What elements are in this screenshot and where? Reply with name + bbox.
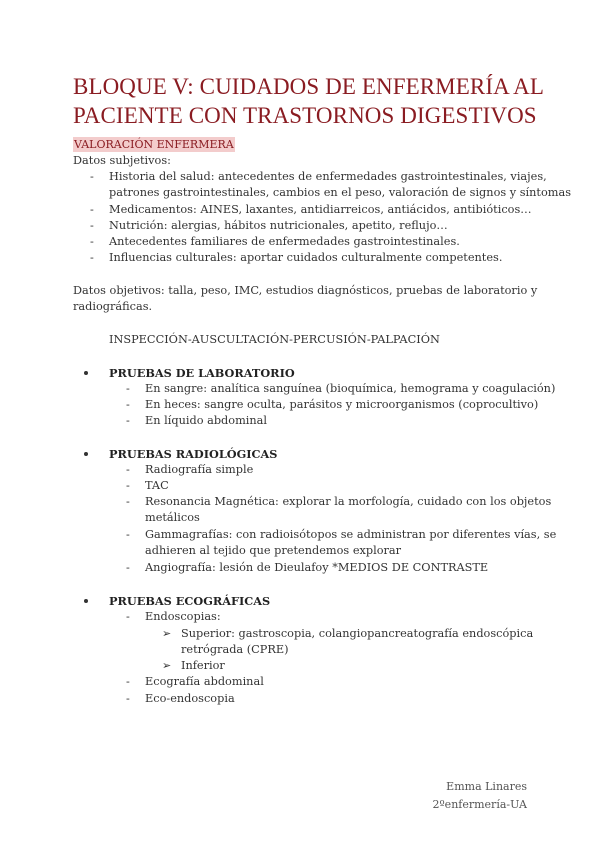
inspeccion-line: INSPECCIÓN-AUSCULTACIÓN-PERCUSIÓN-PALPACIÓN [109, 333, 440, 346]
radiologicas-item-tac: - TAC [145, 478, 169, 494]
arrow-right-icon: ➢ [162, 627, 172, 640]
ecograficas-item-endoscopias: - Endoscopias: [145, 609, 221, 625]
radiologicas-item-angiografia: - Angiografía: lesión de Dieulafoy *MEDIOS DE CONTRASTE [145, 560, 488, 576]
endoscopia-inferior-text: Inferior [181, 659, 225, 672]
ecograficas-heading-text: PRUEBAS ECOGRÁFICAS [109, 594, 271, 608]
subjetivos-item-antecedentes: - Antecedentes familiares de enfermedades gastrointestinales. [109, 234, 460, 250]
objetivos-line-1: Datos objetivos: talla, peso, IMC, estudios diagnósticos, pruebas de laboratorio y [73, 284, 538, 297]
subjetivos-item-historia: - Historia del salud: antecedentes de enfermedades gastrointestinales, viajes, [109, 169, 547, 185]
endoscopia-superior-cont: retrógrada (CPRE) [181, 643, 289, 656]
laboratorio-item-heces: - En heces: sangre oculta, parásitos y microorganismos (coprocultivo) [145, 397, 538, 413]
ecograficas-item-eco-endoscopia: - Eco-endoscopia [145, 691, 235, 707]
bullet-dot-icon [84, 452, 88, 456]
radiologicas-heading [109, 446, 277, 462]
objetivos-line-2: radiográficas. [73, 300, 153, 313]
laboratorio-item-liquido: - En líquido abdominal [145, 413, 267, 429]
footer-author: Emma Linares [446, 780, 527, 793]
laboratorio-heading-text: PRUEBAS DE LABORATORIO [109, 366, 295, 380]
radiologicas-item-gammagrafias-cont: adhieren al tejido que pretendemos explorar [145, 544, 402, 557]
endoscopia-inferior [162, 658, 225, 674]
title-line-1: BLOQUE V: CUIDADOS DE ENFERMERÍA AL [73, 74, 544, 99]
laboratorio-item-sangre: - En sangre: analítica sanguínea (bioquímica, hemograma y coagulación) [145, 381, 555, 397]
endoscopia-superior [162, 626, 534, 642]
subjetivos-item-nutricion: - Nutrición: alergias, hábitos nutricionales, apetito, reflujo… [109, 218, 448, 234]
laboratorio-heading [109, 365, 295, 381]
radiologicas-item-gammagrafias: - Gammagrafías: con radioisótopos se administran por diferentes vías, se [145, 527, 556, 543]
bullet-dot-icon [84, 599, 88, 603]
radiologicas-heading-text: PRUEBAS RADIOLÓGICAS [109, 447, 278, 461]
arrow-right-icon: ➢ [162, 659, 172, 672]
radiologicas-item-resonancia-cont: metálicos [145, 511, 200, 524]
radiologicas-item-radiografia: - Radiografía simple [145, 462, 253, 478]
footer-course: 2ºenfermería-UA [432, 798, 527, 811]
endoscopia-superior-text: Superior: gastroscopia, colangiopancreatografía endoscópica [181, 627, 534, 640]
ecograficas-heading [109, 593, 270, 609]
subjetivos-label: Datos subjetivos: [73, 154, 171, 167]
subjetivos-item-influencias: - Influencias culturales: aportar cuidados culturalmente competentes. [109, 250, 502, 266]
radiologicas-item-resonancia: - Resonancia Magnética: explorar la morfología, cuidado con los objetos [145, 494, 551, 510]
page-title [73, 72, 573, 130]
subjetivos-item-medicamentos: - Medicamentos: AINES, laxantes, antidiarreicos, antiácidos, antibióticos… [109, 202, 532, 218]
section-valoracion-label: VALORACIÓN ENFERMERA [74, 138, 234, 151]
ecograficas-item-ecografia: - Ecografía abdominal [145, 674, 264, 690]
subjetivos-item-historia-cont: patrones gastrointestinales, cambios en el peso, valoración de signos y síntomas [109, 186, 571, 199]
title-line-2: PACIENTE CON TRASTORNOS DIGESTIVOS [73, 103, 537, 128]
bullet-dot-icon [84, 371, 88, 375]
